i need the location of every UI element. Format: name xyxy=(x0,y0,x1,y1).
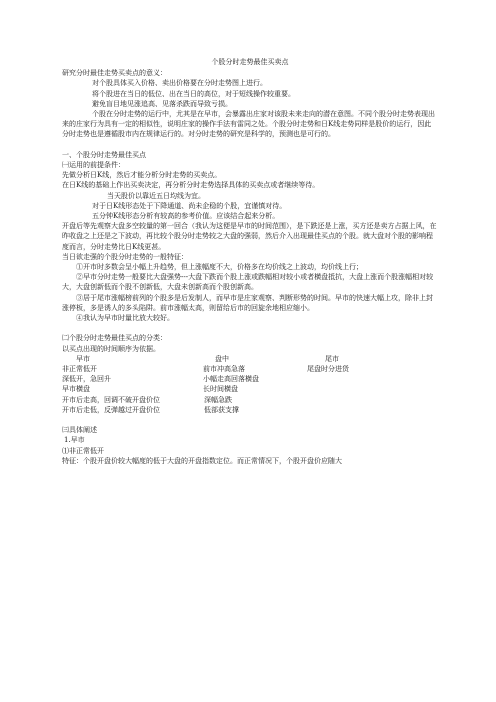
table-row xyxy=(62,395,438,405)
open-paragraph: 开盘后等先观察大盘多空较量的第一回合（我认为这便是早市的时间范围），是下跌还是上涨，买方还是卖方占据上风，在昨收盘之上还是之下波动，再比较个股分时走势较之大盘的强弱，然后介入出现最佳买点的个股。就大盘对个股的影响程度而言，分时走势比日K线更甚。 xyxy=(62,222,437,251)
rule-item: ③居于尾市涨幅榜前列的个股多是后发制人，而早市是庄家观察、判断形势的时间。早市的快速大幅上攻，除非上封涨停板，多是诱人的多头陷阱。前市涨幅太高，则留给后市的回旋余地相应缩小。 xyxy=(62,293,433,312)
condition-line: 先做分析日K线，然后才能分析分时走势的买卖点。 xyxy=(62,171,222,180)
document-body xyxy=(62,57,438,466)
rule-item: ②早市分时走势一般要比大盘强势---大盘下跌而个股上涨或跌幅相对较小或者横盘抵抗，大盘上涨而个股涨幅相对较大，大盘创新低而个股不创新低，大盘未创新高而个股创新高。 xyxy=(62,273,434,292)
table-cell: 非正常低开 xyxy=(62,365,97,374)
table-row xyxy=(62,405,438,415)
table-cell: 深幅急跌 xyxy=(204,395,232,404)
subsection-heading: ㈡个股分时走势最佳买点的分类： xyxy=(62,334,167,343)
table-cell: 尾盘时分进货 xyxy=(307,365,349,374)
table-cell: 开市后走低，反弹越过开盘价位 xyxy=(62,405,160,414)
buy-point-table-header xyxy=(62,354,438,364)
table-header: 早市 xyxy=(76,354,90,363)
table-cell: 小幅走高回落横盘 xyxy=(203,375,259,384)
subsection-intro: 以买点出现的时间顺序为依据。 xyxy=(62,344,160,353)
item-heading: ⑴非正常低开 xyxy=(62,446,104,455)
table-row xyxy=(62,384,438,394)
condition-line: 五分钟K线形态分析有较高的参考价值。应该结合起来分析。 xyxy=(92,212,280,221)
table-header: 盘中 xyxy=(215,354,229,363)
table-cell: 深低开，急回升 xyxy=(62,375,111,384)
condition-line: 对于日K线形态处于下降通道、尚未企稳的个股，宜谨慎对待。 xyxy=(92,201,287,210)
table-cell: 长时间横盘 xyxy=(203,385,238,394)
rule-item: ④我认为早市时量比放大较好。 xyxy=(76,314,174,323)
intro-line: 研究分时最佳走势买卖点的意义： xyxy=(62,69,167,78)
doc-title: 个股分时走势最佳买卖点 xyxy=(211,58,289,66)
table-row xyxy=(62,374,438,384)
rules-title: 当日欲走强的个股分时走势的一般特征： xyxy=(62,252,188,261)
intro-paragraph: 个股在分时走势的运行中，尤其是在早市，会暴露出庄家对该股未来走向的潜在意图。不同个股分时走势表现出来的庄家行为具有一定的相似性，说明庄家的操作手法有雷同之处。个股分时走势和日K线走势同样是股价的运行，因此分时走势也是遵循股市内在规律运行的。对分时走势的研究是科学的，预测也是可行的。 xyxy=(62,110,435,139)
intro-line: 对个股具体买入价格、卖出价格要在分时走势图上进行。 xyxy=(92,79,267,88)
table-cell: 早市横盘 xyxy=(62,385,90,394)
table-cell: 前市冲高急落 xyxy=(203,365,245,374)
table-header: 尾市 xyxy=(325,354,339,363)
rule-item: ①开市时多数会呈小幅上升趋势，但上涨幅度不大，价格多在均价线之上波动，均价线上行； xyxy=(76,263,363,272)
table-cell: 低部获支撑 xyxy=(204,405,239,414)
condition-line: 在日K线的基础上作出买卖决定，再分析分时走势选择具体的买卖点或者继续等待。 xyxy=(62,181,320,190)
section-heading: 一、个股分时走势最佳买点 xyxy=(62,150,146,159)
intro-line: 将个股进在当日的低位、出在当日的高位，对于短线操作较重要。 xyxy=(92,89,295,98)
intro-line: 避免盲目地见涨追高、见落杀跌而导致亏损。 xyxy=(92,99,232,108)
table-row xyxy=(62,364,438,374)
subsection-heading: ㈠运用的前提条件： xyxy=(62,161,125,170)
table-cell: 开市后走高，回调不破开盘价位 xyxy=(62,395,160,404)
subsection-heading: ㈢具体阐述 xyxy=(62,426,97,435)
condition-line: 当天股价以靠近五日均线为宜。 xyxy=(107,191,205,200)
item-heading: 1.早市 xyxy=(64,436,85,445)
item-paragraph: 特征：个股开盘价较大幅度的低于大盘的开盘指数定位。而正常情况下，个股开盘价应随大 xyxy=(62,456,342,465)
